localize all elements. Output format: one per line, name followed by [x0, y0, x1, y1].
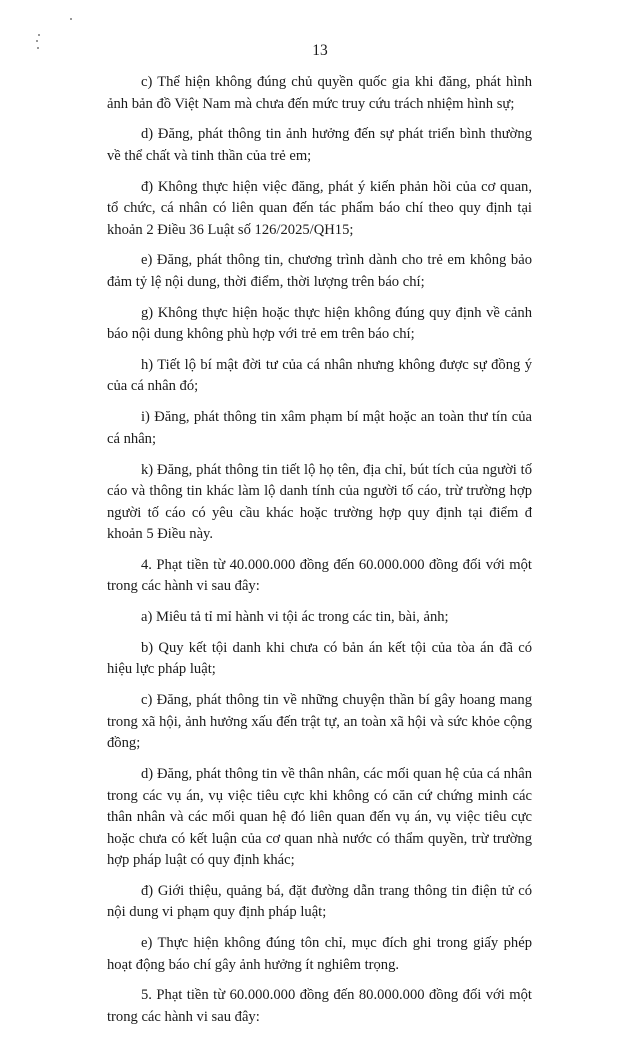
- paragraph-3h: h) Tiết lộ bí mật đời tư của cá nhân nhưng không được sự đồng ý của cá nhân đó;: [107, 356, 532, 395]
- paragraph-4a: a) Miêu tả tỉ mỉ hành vi tội ác trong các tin, bài, ảnh;: [141, 609, 449, 626]
- paragraph-4c: c) Đăng, phát thông tin về những chuyện thần bí gây hoang mang trong xã hội, ảnh hưởng xấu đến trật tự, an toàn xã hội và sức khỏe cộng đồng;: [107, 692, 532, 752]
- document-body: [107, 72, 532, 1038]
- paragraph-3g: g) Không thực hiện hoặc thực hiện không đúng quy định về cảnh báo nội dung không phù hợp với trẻ em trên báo chí;: [107, 304, 532, 343]
- paragraph-3k: k) Đăng, phát thông tin tiết lộ họ tên, địa chỉ, bút tích của người tố cáo và thông tin khác làm lộ danh tính của người tố cáo, trừ trường hợp người tố cáo có yêu cầu khác hoặc trường hợp quy định tại điểm đ khoản 5 Điều này.: [107, 461, 532, 543]
- paragraph-3e: e) Đăng, phát thông tin, chương trình dành cho trẻ em không bảo đảm tỷ lệ nội dung, thời điểm, thời lượng trên báo chí;: [107, 252, 532, 290]
- paragraph-3d: d) Đăng, phát thông tin ảnh hưởng đến sự phát triển bình thường về thể chất và tinh thần của trẻ em;: [107, 126, 532, 164]
- paragraph-4d: d) Đăng, phát thông tin về thân nhân, các mối quan hệ của cá nhân trong các vụ án, vụ việc tiêu cực khi không có căn cứ chứng minh các thân nhân và các mối quan hệ đó liên quan đến vụ án, vụ việc tiêu cực hoặc chưa có kết luận của cơ quan nhà nước có thẩm quyền, trừ trường hợp pháp luật có quy định khác;: [107, 766, 532, 869]
- clause-4-heading: 4. Phạt tiền từ 40.000.000 đồng đến 60.000.000 đồng đối với một trong các hành vi sau đây:: [107, 556, 532, 595]
- paragraph-3c: c) Thể hiện không đúng chủ quyền quốc gia khi đăng, phát hình ảnh bản đồ Việt Nam mà chưa đến mức truy cứu trách nhiệm hình sự;: [107, 74, 532, 112]
- paragraph-4e: e) Thực hiện không đúng tôn chỉ, mục đích ghi trong giấy phép hoạt động báo chí gây ảnh hưởng ít nghiêm trọng.: [107, 935, 532, 973]
- paragraph-3i: i) Đăng, phát thông tin xâm phạm bí mật hoặc an toàn thư tín của cá nhân;: [107, 409, 532, 447]
- paragraph-3dd: đ) Không thực hiện việc đăng, phát ý kiến phản hồi của cơ quan, tổ chức, cá nhân có liên quan đến tác phẩm báo chí theo quy định tại khoản 2 Điều 36 Luật số 126/2025/QH15;: [107, 178, 532, 238]
- clause-5-heading: 5. Phạt tiền từ 60.000.000 đồng đến 80.000.000 đồng đối với một trong các hành vi sau đây:: [107, 987, 532, 1025]
- paragraph-4b: b) Quy kết tội danh khi chưa có bản án kết tội của tòa án đã có hiệu lực pháp luật;: [107, 639, 532, 678]
- paragraph-4dd: đ) Giới thiệu, quảng bá, đặt đường dẫn trang thông tin điện tử có nội dung vi phạm quy định pháp luật;: [107, 882, 532, 921]
- page-number: 13: [312, 42, 328, 59]
